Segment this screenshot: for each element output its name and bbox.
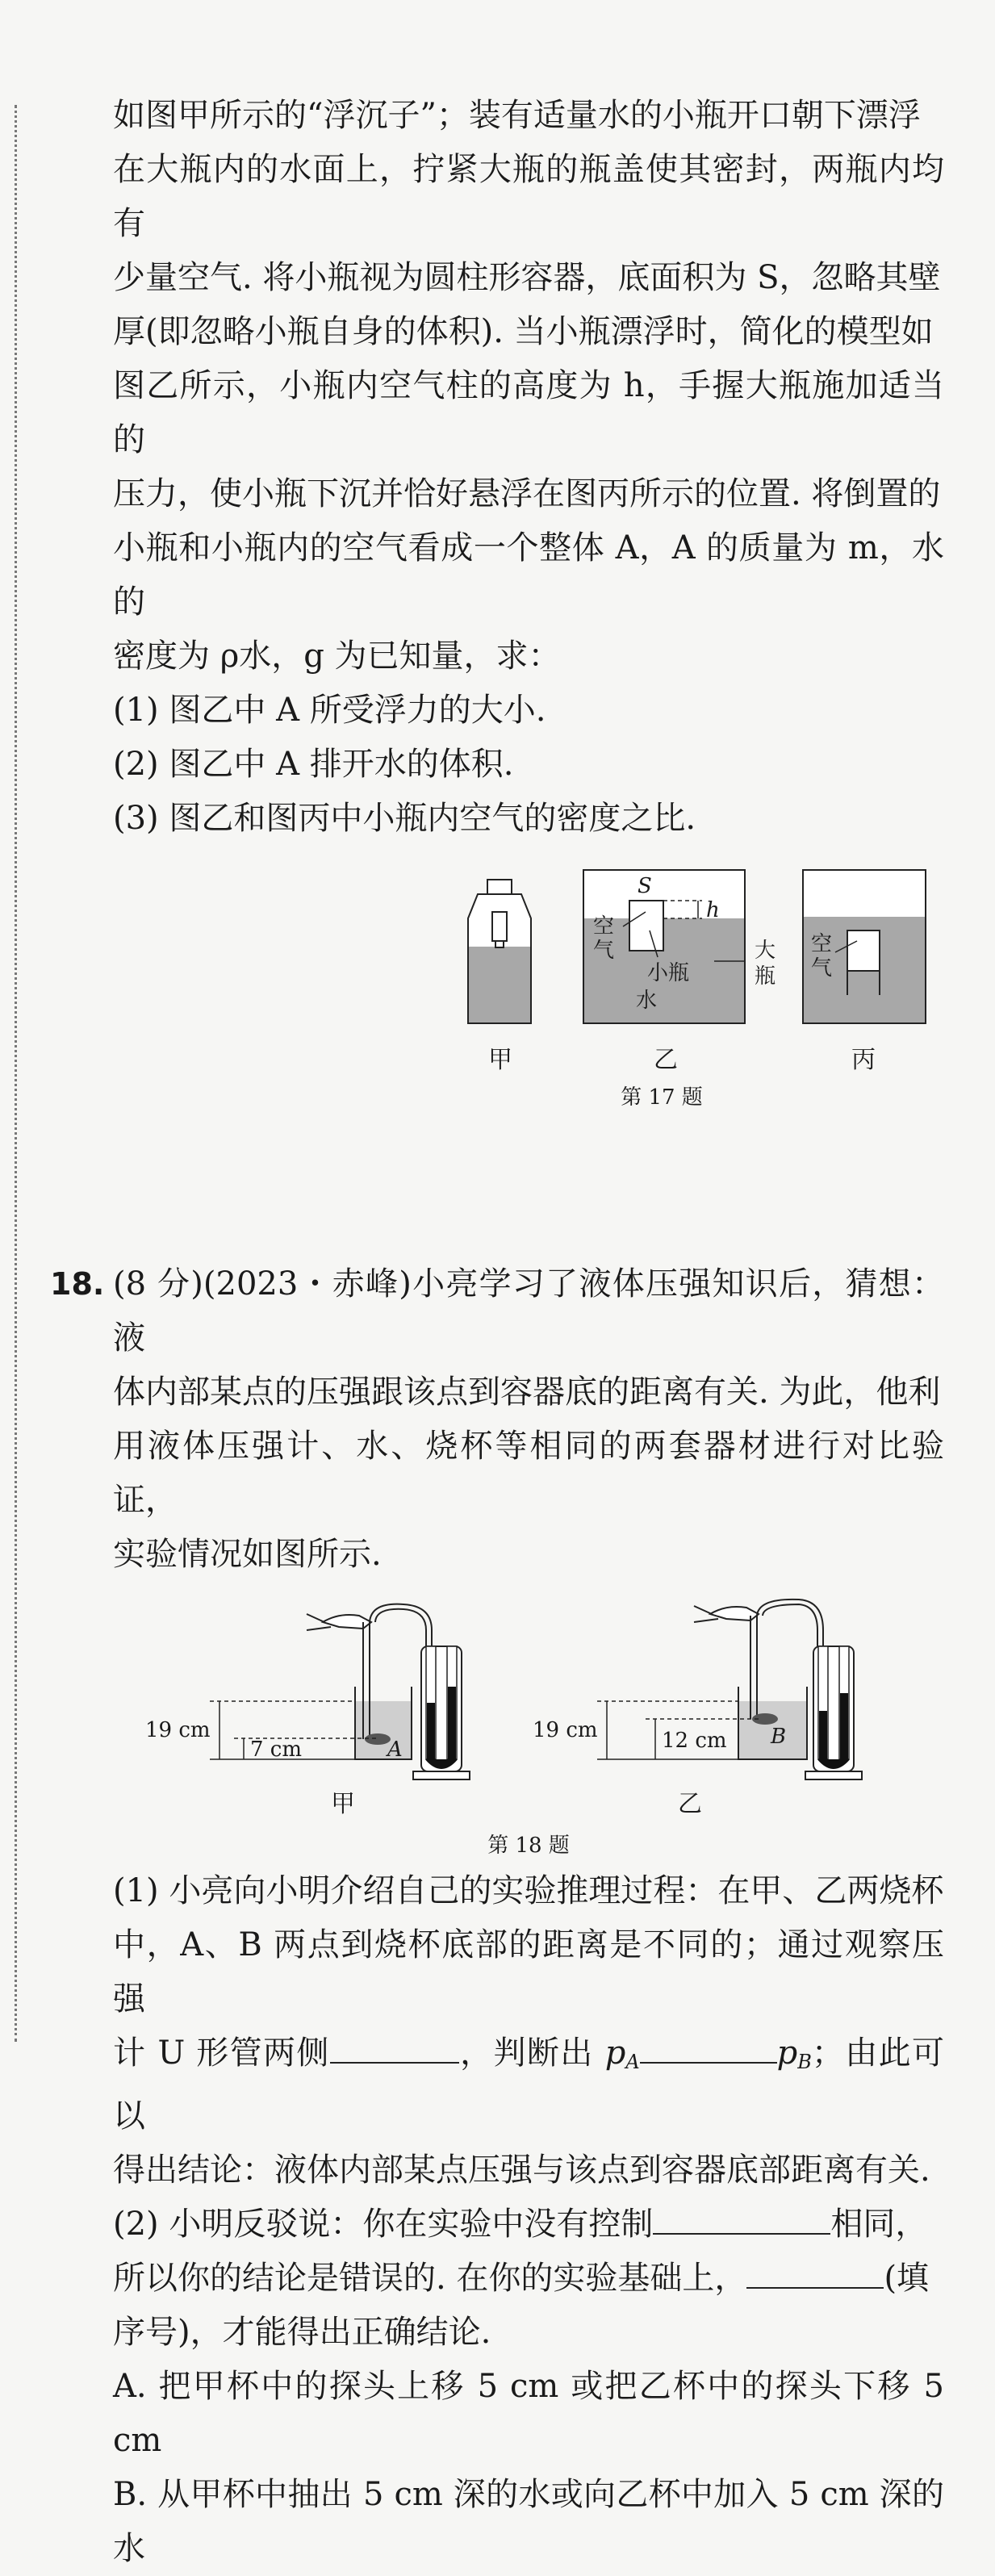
- subscript-A: A: [625, 2051, 640, 2073]
- right-point-label: B: [771, 1725, 787, 1749]
- left-depth-total: 19 cm: [145, 1718, 211, 1742]
- label-h: h: [706, 898, 720, 922]
- left-depth-point: 7 cm: [250, 1738, 303, 1762]
- q18-part1-line3: [113, 2026, 944, 2143]
- fig-label-bing: 丙: [851, 1046, 876, 1074]
- text: 相同，: [830, 2206, 928, 2243]
- answer-blank-2[interactable]: [640, 2028, 777, 2064]
- label-air-bing-2: 气: [811, 956, 833, 981]
- q17-line: 如图甲所示的“浮沉子”；装有适量水的小瓶开口朝下漂浮: [113, 97, 921, 134]
- label-big-2: 瓶: [755, 964, 776, 989]
- q17-subquestion: (3) 图乙和图丙中小瓶内空气的密度之比.: [113, 800, 696, 837]
- label-S: S: [638, 874, 652, 898]
- fig-label-yi: 乙: [654, 1046, 678, 1074]
- q18-line: 用液体压强计、水、烧杯等相同的两套器材进行对比验证，: [113, 1428, 944, 1519]
- setup-jia: [210, 1604, 470, 1779]
- q18-part2-line2: [113, 2252, 944, 2306]
- text: (2) 小明反驳说：你在实验中没有控制: [113, 2206, 654, 2243]
- text: ；由此可以: [113, 2034, 945, 2135]
- q17-subquestion: (1) 图乙中 A 所受浮力的大小.: [113, 692, 546, 729]
- q17-line: 小瓶和小瓶内的空气看成一个整体 A，A 的质量为 m，水的: [113, 529, 944, 621]
- label-water: 水: [636, 989, 658, 1013]
- symbol-p: p: [604, 2034, 626, 2072]
- q17-figure-drawing: [113, 862, 944, 1136]
- text: 计 U 形管两侧: [113, 2034, 330, 2072]
- q18-option-A: A. 把甲杯中的探头上移 5 cm 或把乙杯中的探头下移 5 cm: [113, 2368, 944, 2459]
- q18-caption: 第 18 题: [487, 1834, 570, 1858]
- fig18-label-yi: 乙: [678, 1790, 702, 1818]
- bottle-jia: [468, 880, 531, 1023]
- label-small-bottle: 小瓶: [647, 961, 690, 985]
- subscript-B: B: [797, 2051, 812, 2073]
- q18: [50, 1257, 945, 2576]
- q17-caption: 第 17 题: [621, 1085, 703, 1110]
- text: (填: [884, 2260, 930, 2297]
- q17-line: 在大瓶内的水面上，拧紧大瓶的瓶盖使其密封，两瓶内均有: [113, 151, 944, 242]
- label-air-1: 空: [593, 914, 615, 939]
- label-air-2: 气: [593, 939, 615, 963]
- q17-line: 密度为 ρ水，g 为已知量，求：: [113, 638, 561, 675]
- q17-subquestion: (2) 图乙中 A 排开水的体积.: [113, 746, 514, 783]
- q18-line: 实验情况如图所示.: [113, 1536, 382, 1573]
- left-point-label: A: [387, 1738, 403, 1762]
- margin-dotted-line: [15, 105, 17, 2042]
- q18-part1-line: 得出结论：液体内部某点压强与该点到容器底部距离有关.: [113, 2152, 930, 2189]
- answer-blank-4[interactable]: [746, 2253, 884, 2289]
- q18-line: 体内部某点的压强跟该点到容器底的距离有关. 为此，他利: [113, 1374, 941, 1411]
- label-air-bing-1: 空: [811, 932, 833, 956]
- q18-figure: [113, 1598, 944, 1864]
- q18-figure-drawing: [113, 1598, 944, 1864]
- q18-number: 18.: [50, 1266, 105, 1302]
- q18-line: (8 分)(2023・赤峰)小亮学习了液体压强知识后，猜想：液: [113, 1265, 944, 1357]
- q17-figure: [113, 862, 944, 1136]
- setup-yi: [597, 1600, 862, 1779]
- right-depth-point: 12 cm: [662, 1729, 727, 1753]
- symbol-p: p: [776, 2034, 798, 2072]
- label-big-1: 大: [755, 939, 776, 963]
- right-depth-total: 19 cm: [533, 1718, 598, 1742]
- q18-part2-line: 序号)，才能得出正确结论.: [113, 2314, 491, 2351]
- q17-line: 少量空气. 将小瓶视为圆柱形容器，底面积为 S，忽略其壁: [113, 259, 941, 296]
- fig-label-jia: 甲: [488, 1046, 512, 1074]
- q17-line: 厚(即忽略小瓶自身的体积). 当小瓶漂浮时，简化的模型如: [113, 313, 934, 350]
- answer-blank-3[interactable]: [653, 2199, 830, 2235]
- q18-option-B: B. 从甲杯中抽出 5 cm 深的水或向乙杯中加入 5 cm 深的水: [113, 2476, 944, 2567]
- q18-part1-line: (1) 小亮向小明介绍自己的实验推理过程：在甲、乙两烧杯: [113, 1872, 944, 1909]
- q17-line: 图乙所示，小瓶内空气柱的高度为 h，手握大瓶施加适当的: [113, 367, 944, 458]
- text: 所以你的结论是错误的. 在你的实验基础上，: [113, 2260, 747, 2297]
- page-content: [50, 89, 945, 2576]
- fig18-label-jia: 甲: [331, 1790, 355, 1818]
- q18-part2-line1: [113, 2198, 944, 2252]
- answer-blank-1[interactable]: [330, 2028, 459, 2064]
- q18-part1-line: 中，A、B 两点到烧杯底部的距离是不同的；通过观察压强: [113, 1926, 944, 2018]
- q17-text: [113, 89, 944, 846]
- q17-line: 压力，使小瓶下沉并恰好悬浮在图丙所示的位置. 将倒置的: [113, 475, 941, 512]
- text: ，判断出: [458, 2034, 605, 2072]
